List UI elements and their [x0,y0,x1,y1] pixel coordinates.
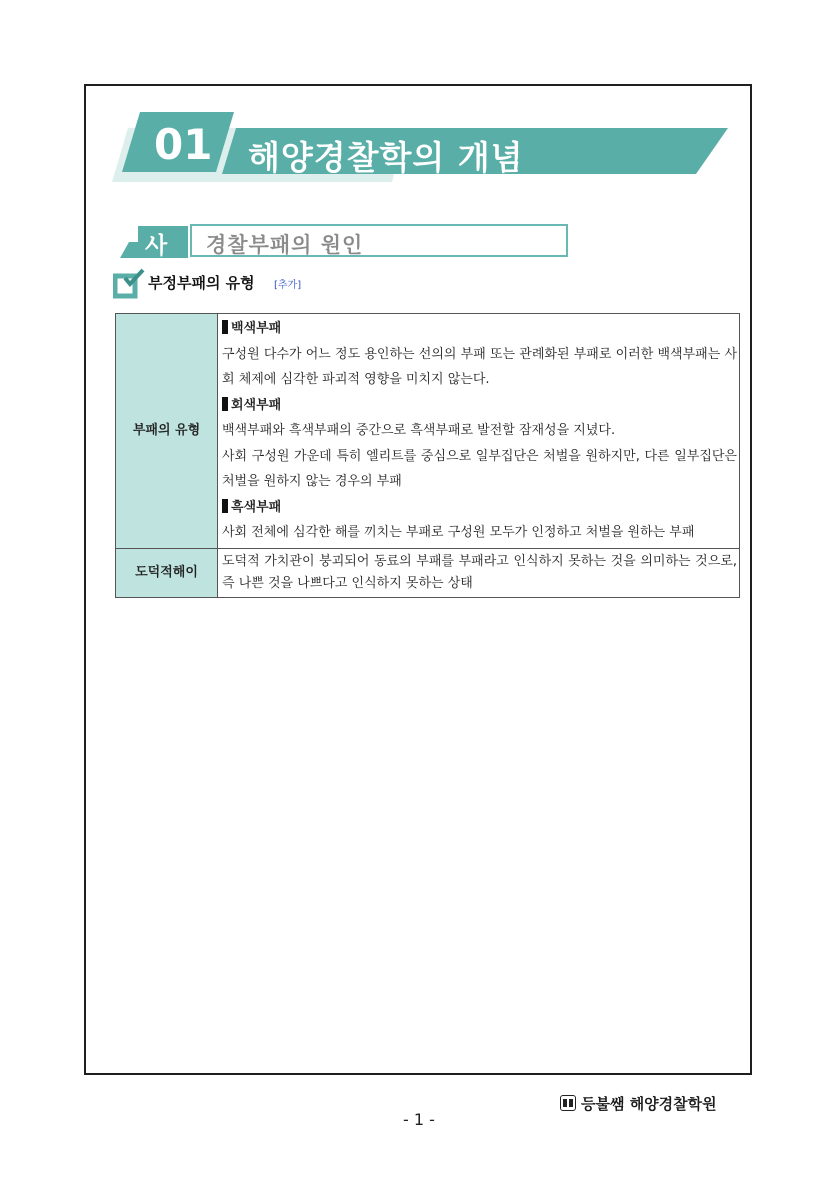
block-text: 구성원 다수가 어느 정도 용인하는 선의의 부패 또는 관례화된 부패로 이러한 백색부패는 사회 체제에 심각한 파괴적 영향을 미치지 않는다. [222,346,737,387]
block-heading: 백색부패 [222,316,737,342]
square-bullet-icon [222,320,228,334]
section-label: 사 [145,233,168,259]
row-content: 도덕적 가치관이 붕괴되어 동료의 부패를 부패라고 인식하지 못하는 것을 의미하는 것으로, 즉 나쁜 것을 나쁘다고 인식하지 못하는 상태 [218,548,740,597]
block-heading: 흑색부패 [222,495,737,521]
footer-brand: 등불쌤 해양경찰학원 [560,1093,717,1114]
row-header: 도덕적해이 [116,548,218,597]
table-row [116,314,740,549]
block-text: 백색부패와 흑색부패의 중간으로 흑색부패로 발전할 잠재성을 지녔다. [222,423,616,438]
square-bullet-icon [222,397,228,411]
page-number: - 1 - [403,1110,435,1129]
row-content [218,314,740,549]
chapter-number: 01 [154,120,213,169]
subsection-tag: [추가] [274,280,302,291]
block-text: 사회 전체에 심각한 해를 끼치는 부패로 구성원 모두가 인정하고 처벌을 원하는 부패 [222,525,695,540]
row-header: 부패의 유형 [116,314,218,549]
checkbox-icon [113,268,145,300]
corruption-types-table [115,313,740,598]
table-row [116,548,740,597]
square-bullet-icon [222,499,228,513]
chapter-title: 해양경찰학의 개념 [248,138,524,177]
section-title: 경찰부패의 원인 [206,233,364,257]
brand-logo-icon [560,1095,576,1111]
subsection-title: 부정부패의 유형 [148,274,255,292]
block-text: 사회 구성원 가운데 특히 엘리트를 중심으로 일부집단은 처벌을 원하지만, 다른 일부집단은 처벌을 원하지 않는 경우의 부패 [222,448,737,489]
block-heading: 회색부패 [222,393,737,419]
